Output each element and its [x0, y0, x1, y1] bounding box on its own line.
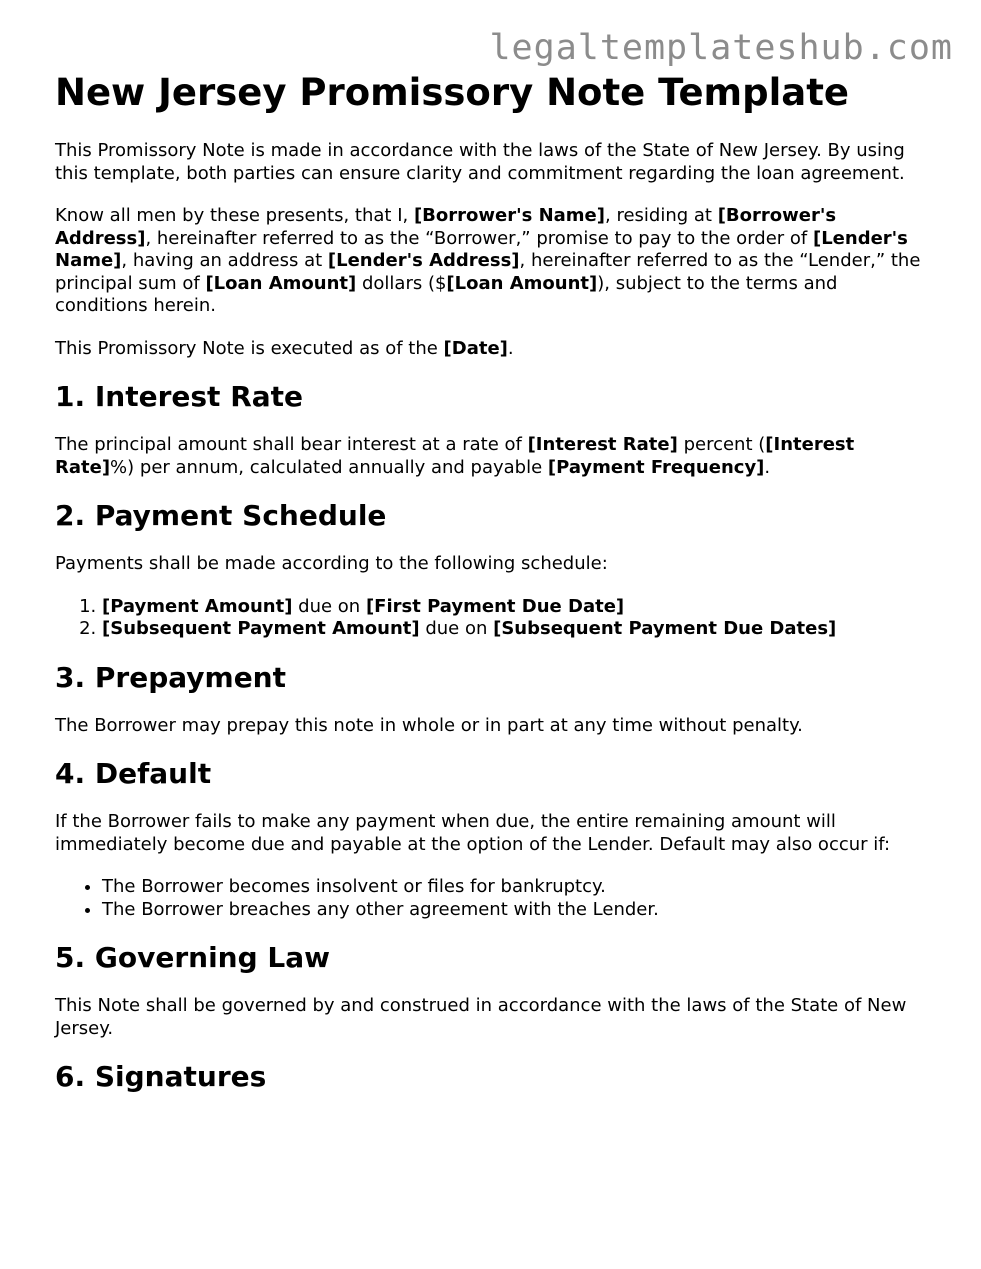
text-fragment: , hereinafter referred to as the “Lender,” the principal sum of	[55, 250, 921, 294]
section-heading-signatures: 6. Signatures	[55, 1060, 267, 1093]
loan-amount-placeholder: [Loan Amount]	[205, 272, 357, 294]
payment-amount-placeholder: [Payment Amount]	[102, 595, 293, 617]
text-fragment: .	[764, 456, 771, 478]
loan-amount-placeholder: [Loan Amount]	[446, 272, 598, 294]
list-item: • The Borrower becomes insolvent or files for bankruptcy.	[102, 876, 930, 899]
watermark: legaltemplateshub.com	[489, 28, 953, 68]
document-page	[55, 70, 930, 1114]
text-fragment: percent (	[677, 434, 766, 455]
list-item	[102, 618, 930, 641]
borrower-name-placeholder: [Borrower's Name]	[413, 205, 605, 226]
list-item	[102, 596, 930, 619]
text-fragment: due on	[419, 618, 494, 639]
page-title: New Jersey Promissory Note Template	[55, 71, 850, 114]
due-date-placeholder: [First Payment Due Date]	[365, 595, 625, 617]
section-heading-interest-rate: 1. Interest Rate	[55, 380, 304, 413]
list-item: • The Borrower breaches any other agreement with the Lender.	[102, 899, 930, 922]
payment-frequency-placeholder: [Payment Frequency]	[547, 456, 765, 478]
interest-rate-placeholder: [Interest Rate]	[55, 434, 855, 478]
executed-paragraph	[55, 338, 930, 361]
lender-address-placeholder: [Lender's Address]	[327, 250, 520, 271]
payment-amount-placeholder: [Subsequent Payment Amount]	[102, 618, 420, 639]
section-heading-default: 4. Default	[55, 757, 212, 790]
text-fragment: , residing at	[605, 205, 718, 226]
section-heading-prepayment: 3. Prepayment	[55, 660, 286, 694]
interest-rate-placeholder: [Interest Rate]	[527, 434, 678, 455]
text-fragment: Know all men by these presents, that I,	[55, 205, 414, 226]
text-fragment: , having an address at	[121, 250, 328, 271]
parties-paragraph	[55, 205, 930, 318]
text-fragment: due on	[292, 595, 366, 617]
borrower-address-placeholder: [Borrower's Address]	[55, 205, 837, 249]
text-fragment: %) per annum, calculated annually and payable	[110, 456, 548, 478]
interest-paragraph	[55, 434, 930, 479]
due-date-placeholder: [Subsequent Payment Due Dates]	[493, 618, 837, 639]
default-paragraph: If the Borrower fails to make any payment when due, the entire remaining amount will immediately become due and payable at the option of the Lender. Default may also occur if:	[55, 811, 891, 855]
text-fragment: The principal amount shall bear interest at a rate of	[55, 434, 528, 455]
default-conditions-list	[55, 876, 930, 921]
text-fragment: ), subject to the terms and conditions herein.	[55, 272, 838, 316]
payment-schedule-list	[55, 596, 930, 641]
text-fragment: dollars ($	[356, 272, 447, 294]
date-placeholder: [Date]	[443, 337, 508, 359]
schedule-intro: Payments shall be made according to the following schedule:	[55, 553, 608, 574]
section-heading-payment-schedule: 2. Payment Schedule	[55, 499, 387, 532]
text-fragment: .	[507, 337, 514, 359]
governing-law-paragraph: This Note shall be governed by and construed in accordance with the laws of the State of New Jersey.	[55, 995, 907, 1039]
intro-paragraph: This Promissory Note is made in accordance with the laws of the State of New Jersey. By using this template, both parties can ensure clarity and commitment regarding the loan agreement.	[55, 140, 905, 184]
lender-name-placeholder: [Lender's Name]	[55, 227, 908, 271]
section-heading-governing-law: 5. Governing Law	[55, 941, 330, 974]
text-fragment: This Promissory Note is executed as of the	[55, 337, 444, 359]
text-fragment: , hereinafter referred to as the “Borrower,” promise to pay to the order of	[145, 227, 813, 249]
prepayment-paragraph: The Borrower may prepay this note in whole or in part at any time without penalty.	[55, 714, 803, 736]
